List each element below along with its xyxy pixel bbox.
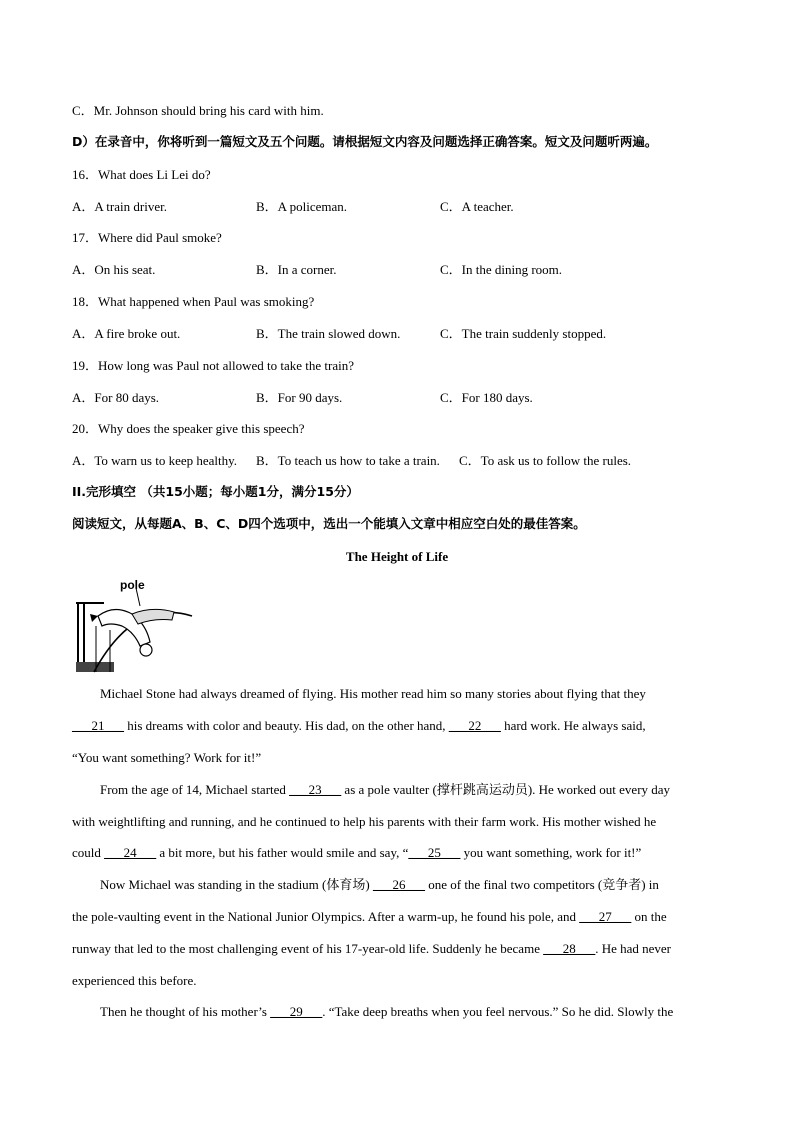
question-19: 19．How long was Paul not allowed to take the train? — [72, 358, 354, 373]
pole-vault-illustration — [74, 576, 200, 674]
passage-line: From the age of 14, Michael started ___23___ as a pole vaulter (撑杆跳高运动员). He worked out every day — [100, 782, 671, 797]
blank-24[interactable]: ___24___ — [104, 845, 157, 860]
q16-option-a: A．A train driver. — [72, 199, 167, 214]
blank-26[interactable]: ___26___ — [372, 877, 425, 892]
blank-21[interactable]: ___21___ — [72, 718, 124, 733]
section-2-instruction: 阅读短文，从每题A、B、C、D四个选项中，选出一个能填入文章中相应空白处的最佳答案。 — [72, 516, 586, 531]
q15-option-c: C．Mr. Johnson should bring his card with him. — [72, 103, 324, 118]
question-16: 16．What does Li Lei do? — [72, 167, 211, 182]
question-17: 17．Where did Paul smoke? — [72, 230, 222, 245]
q16-option-b: B．A policeman. — [256, 199, 347, 214]
passage-line: runway that led to the most challenging event of his 17-year-old life. Suddenly he became ___28___. He had never — [72, 941, 672, 956]
pole-label: pole — [120, 578, 145, 592]
q20-option-c: C．To ask us to follow the rules. — [459, 453, 632, 468]
passage-line: the pole-vaulting event in the National Junior Olympics. After a warm-up, he found his pole, and ___27___ on the — [72, 909, 667, 924]
blank-22[interactable]: ___22___ — [448, 718, 501, 733]
q17-option-a: A．On his seat. — [72, 262, 156, 277]
q18-option-b: B．The train slowed down. — [256, 326, 401, 341]
passage-title: The Height of Life — [345, 549, 449, 564]
blank-28[interactable]: ___28___ — [543, 941, 596, 956]
blank-25[interactable]: ___25___ — [408, 845, 461, 860]
blank-23[interactable]: ___23___ — [289, 782, 342, 797]
blank-27[interactable]: ___27___ — [579, 909, 632, 924]
q17-option-b: B．In a corner. — [256, 262, 337, 277]
section-2-heading: II.完形填空 （共15小题；每小题1分，满分15分） — [72, 484, 359, 499]
q19-option-c: C．For 180 days. — [440, 390, 533, 405]
q20-option-b: B．To teach us how to take a train. — [256, 453, 440, 468]
passage-line: Michael Stone had always dreamed of flying. His mother read him so many stories about flying that they — [100, 686, 646, 701]
passage-line: experienced this before. — [72, 973, 197, 988]
question-18: 18．What happened when Paul was smoking? — [72, 294, 315, 309]
section-d-instruction: D）在录音中，你将听到一篇短文及五个问题。请根据短文内容及问题选择正确答案。短文及问题听两遍。 — [72, 134, 658, 149]
q19-option-b: B．For 90 days. — [256, 390, 343, 405]
question-20: 20．Why does the speaker give this speech? — [72, 421, 305, 436]
passage-line: ___21___ his dreams with color and beauty. His dad, on the other hand, ___22___ hard work. He always said, — [72, 718, 646, 733]
q18-option-c: C．The train suddenly stopped. — [440, 326, 607, 341]
passage-line: Now Michael was standing in the stadium (体育场) ___26___ one of the final two competitors (竞争者) in — [100, 877, 659, 892]
q20-option-a: A．To warn us to keep healthy. — [72, 453, 238, 468]
passage-line: “You want something? Work for it!” — [72, 750, 262, 765]
q17-option-c: C．In the dining room. — [440, 262, 563, 277]
passage-line: with weightlifting and running, and he continued to help his parents with their farm work. His mother wished he — [72, 814, 657, 829]
q16-option-c: C．A teacher. — [440, 199, 514, 214]
q18-option-a: A．A fire broke out. — [72, 326, 181, 341]
passage-line: could ___24___ a bit more, but his father would smile and say, “___25___ you want something, work for it!” — [72, 845, 642, 860]
blank-29[interactable]: ___29___ — [270, 1004, 323, 1019]
passage-line: Then he thought of his mother’s ___29___. “Take deep breaths when you feel nervous.” So he did. Slowly the — [100, 1004, 674, 1019]
q19-option-a: A．For 80 days. — [72, 390, 160, 405]
